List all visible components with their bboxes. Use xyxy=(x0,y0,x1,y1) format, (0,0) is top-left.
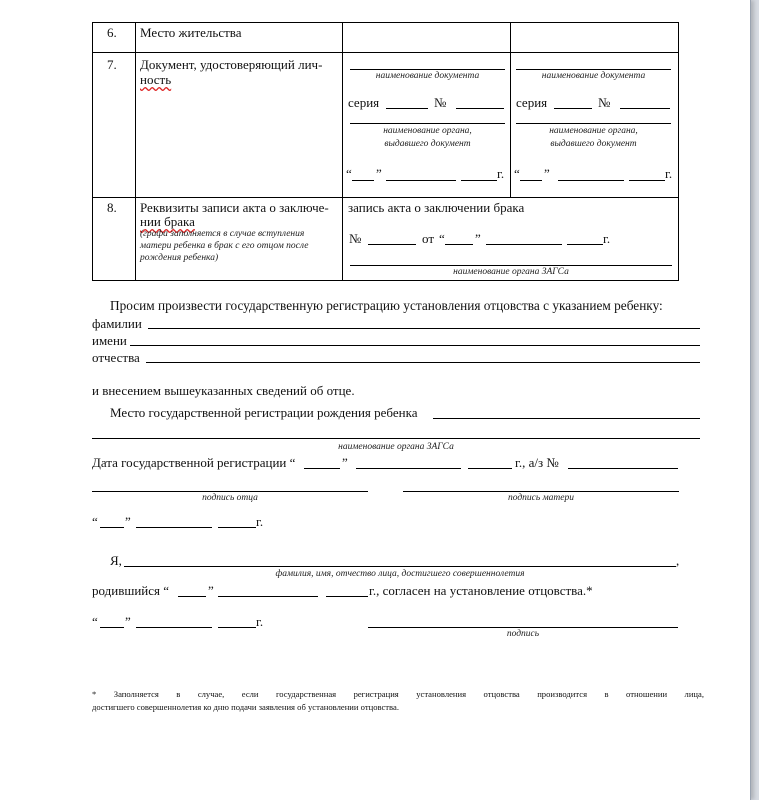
doc-name-caption: наименование документа xyxy=(541,71,646,81)
issuer-caption: выдавшего документ xyxy=(384,139,471,149)
residence-label: Место жительства xyxy=(140,25,242,40)
name-label: имени xyxy=(92,333,127,348)
record-number-field[interactable] xyxy=(568,468,678,469)
year-suffix: г. xyxy=(603,231,611,246)
number-field[interactable] xyxy=(456,108,504,109)
child-surname-field[interactable] xyxy=(148,328,700,329)
issue-year-field[interactable] xyxy=(461,180,497,181)
request-text: Просим произвести государственную регистрацию установления отцовства с указанием ребенку: xyxy=(110,298,663,313)
marriage-record-label-continued: нии брака xyxy=(140,214,195,229)
adult-full-name-caption: фамилия, имя, отчество лица, достигшего совершеннолетия xyxy=(275,569,525,579)
marriage-year-field[interactable] xyxy=(567,244,603,245)
zags-caption: наименование органа ЗАГСа xyxy=(338,442,454,452)
quote-close: ” xyxy=(208,583,214,598)
marriage-record-label: Реквизиты записи акта о заключе- xyxy=(140,200,329,215)
father-signature-caption: подпись отца xyxy=(202,493,258,503)
marriage-record-note: (графа заполняется в случае вступления xyxy=(140,229,305,239)
quote-close: ” xyxy=(544,166,550,181)
issue-day-field[interactable] xyxy=(352,180,374,181)
consent-text: г., согласен на установление отцовства.* xyxy=(369,583,593,598)
year-suffix: г. xyxy=(256,614,264,629)
signature-year-field[interactable] xyxy=(218,527,256,528)
row-number: 7. xyxy=(107,57,117,72)
adult-signature-caption: подпись xyxy=(506,629,540,639)
signature-month-field[interactable] xyxy=(136,527,212,528)
quote-open: “ xyxy=(439,231,445,246)
consent-month-field[interactable] xyxy=(136,627,212,628)
from-label: от xyxy=(422,231,435,246)
quote-close: ” xyxy=(125,614,131,629)
issue-month-field[interactable] xyxy=(558,180,624,181)
issuer-caption: наименование органа, xyxy=(383,126,472,136)
series-label: серия xyxy=(516,95,548,110)
series-label: серия xyxy=(348,95,380,110)
id-document-label-continued: ность xyxy=(140,72,172,87)
quote-close: ” xyxy=(125,514,131,529)
id-document-label: Документ, удостоверяющий лич- xyxy=(140,57,323,72)
number-sign: № xyxy=(349,231,362,246)
number-sign: № xyxy=(434,95,447,110)
quote-close: ” xyxy=(475,231,481,246)
birth-registration-place-label: Место государственной регистрации рождения ребенка xyxy=(110,405,418,420)
marriage-record-note: рождения ребенка) xyxy=(140,253,219,263)
number-sign: № xyxy=(598,95,611,110)
birth-registration-place-field-2[interactable] xyxy=(92,438,700,439)
adult-signature-field[interactable] xyxy=(368,627,678,628)
comma: , xyxy=(676,553,680,568)
quote-close: ” xyxy=(376,166,382,181)
patronymic-label: отчества xyxy=(92,350,140,365)
quote-open: “ xyxy=(346,166,352,181)
registration-year-field[interactable] xyxy=(468,468,512,469)
year-record-label: г., а/з № xyxy=(515,455,559,470)
signature-day-field[interactable] xyxy=(100,527,124,528)
issuer-caption: наименование органа, xyxy=(549,126,638,136)
marriage-record-number-field[interactable] xyxy=(368,244,416,245)
doc-name-caption: наименование документа xyxy=(375,71,480,81)
quote-close: ” xyxy=(342,455,348,470)
year-suffix: г. xyxy=(256,514,264,529)
adult-full-name-field[interactable] xyxy=(124,566,676,567)
birth-month-field[interactable] xyxy=(218,596,318,597)
row-number: 6. xyxy=(107,25,117,40)
marriage-month-field[interactable] xyxy=(486,244,562,245)
year-suffix: г. xyxy=(665,166,673,181)
series-field[interactable] xyxy=(386,108,428,109)
issuer-caption: выдавшего документ xyxy=(550,139,637,149)
child-patronymic-field[interactable] xyxy=(146,362,700,363)
quote-open: “ xyxy=(92,514,98,529)
footnote-line: достигшего совершеннолетия ко дню подачи заявления об установлении отцовства. xyxy=(92,702,399,712)
issue-month-field[interactable] xyxy=(386,180,456,181)
birth-year-field[interactable] xyxy=(326,596,368,597)
issue-day-field[interactable] xyxy=(520,180,542,181)
marriage-zags-field[interactable] xyxy=(350,265,672,266)
i-label: Я, xyxy=(110,553,122,568)
born-label: родившийся “ xyxy=(92,583,170,598)
quote-open: “ xyxy=(514,166,520,181)
mother-signature-caption: подпись матери xyxy=(508,493,574,503)
series-field[interactable] xyxy=(554,108,592,109)
issue-year-field[interactable] xyxy=(629,180,665,181)
registration-day-field[interactable] xyxy=(304,468,340,469)
consent-year-field[interactable] xyxy=(218,627,256,628)
birth-registration-place-field[interactable] xyxy=(433,418,700,419)
zags-caption: наименование органа ЗАГСа xyxy=(453,267,569,277)
quote-open: “ xyxy=(92,614,98,629)
mother-signature-field[interactable] xyxy=(403,491,679,492)
number-field[interactable] xyxy=(620,108,670,109)
father-signature-field[interactable] xyxy=(92,491,368,492)
father-info-text: и внесением вышеуказанных сведений об отце. xyxy=(92,383,355,398)
surname-label: фамилии xyxy=(92,316,142,331)
consent-day-field[interactable] xyxy=(100,627,124,628)
row-number: 8. xyxy=(107,200,117,215)
marriage-record-note: матери ребенка в брак с его отцом после xyxy=(140,241,309,251)
child-name-field[interactable] xyxy=(130,345,700,346)
footnote-line: * Заполняется в случае, если государственная регистрация установления отцовства производится в отношении лица, xyxy=(92,689,704,699)
marriage-record-title: запись акта о заключении брака xyxy=(348,200,525,215)
registration-month-field[interactable] xyxy=(356,468,461,469)
year-suffix: г. xyxy=(497,166,505,181)
marriage-day-field[interactable] xyxy=(445,244,473,245)
birth-day-field[interactable] xyxy=(178,596,206,597)
registration-date-label: Дата государственной регистрации “ xyxy=(92,455,296,470)
